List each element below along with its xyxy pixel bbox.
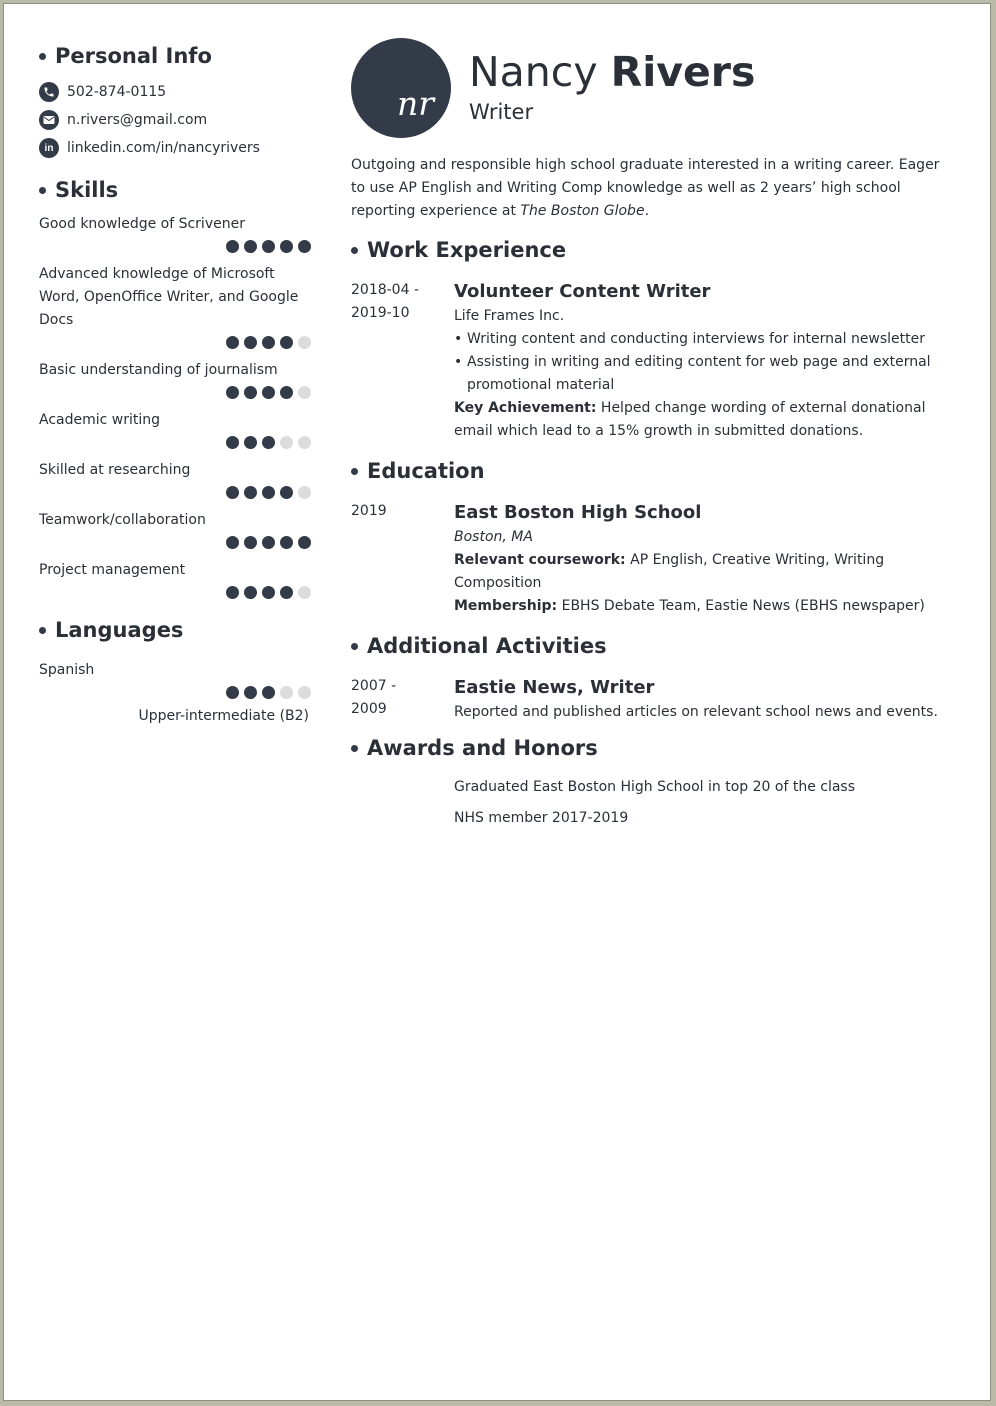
- level-dot-filled: [262, 386, 275, 399]
- coursework: [454, 549, 956, 595]
- level-dot-empty: [280, 686, 293, 699]
- level-dot-filled: [244, 536, 257, 549]
- level-dot-filled: [226, 486, 239, 499]
- activity-description: Reported and published articles on relevant school news and events.: [454, 704, 938, 720]
- skill-name: Good knowledge of Scrivener: [39, 216, 245, 232]
- contact-phone: [39, 78, 311, 106]
- level-dot-filled: [244, 486, 257, 499]
- activity-title: Eastie News, Writer: [454, 677, 655, 698]
- work-bullet: • Writing content and conducting interviews for internal newsletter: [454, 328, 956, 351]
- languages-heading: Languages: [39, 616, 311, 644]
- level-dot-filled: [244, 386, 257, 399]
- level-dot-filled: [262, 240, 275, 253]
- level-dot-filled: [280, 336, 293, 349]
- skill-level-dots: [39, 386, 311, 400]
- level-dot-empty: [298, 436, 311, 449]
- work-bullets: [454, 328, 956, 397]
- level-dot-filled: [244, 336, 257, 349]
- activity-body: [454, 675, 956, 724]
- level-dot-filled: [226, 386, 239, 399]
- contact-email: [39, 106, 311, 134]
- full-name: [469, 46, 755, 98]
- skill-name: Skilled at researching: [39, 462, 191, 478]
- skill-item: [39, 359, 311, 400]
- membership-label: Membership:: [454, 598, 558, 614]
- level-dot-filled: [298, 536, 311, 549]
- work-heading: Work Experience: [351, 236, 956, 264]
- level-dot-empty: [298, 686, 311, 699]
- language-level-dots: [39, 686, 311, 700]
- activity-date-start: 2007 -: [351, 678, 397, 694]
- education-section: [351, 457, 956, 618]
- level-dot-filled: [262, 586, 275, 599]
- skills-list: [39, 213, 311, 600]
- name-block: [469, 46, 755, 124]
- skill-name: Basic understanding of journalism: [39, 362, 278, 378]
- email-icon: [39, 110, 59, 130]
- summary-text: Outgoing and responsible high school graduate interested in a writing career. Eager to use AP English and Writing Comp knowledge as well as 2 years’ high school reporting experience at: [351, 157, 940, 219]
- level-dot-filled: [280, 386, 293, 399]
- skill-item: [39, 509, 311, 550]
- school-location: Boston, MA: [454, 529, 533, 545]
- level-dot-filled: [244, 586, 257, 599]
- language-name: Spanish: [39, 662, 95, 678]
- linkedin-badge-text: in: [44, 142, 54, 154]
- work-body: [454, 279, 956, 443]
- skill-name: Advanced knowledge of Microsoft Word, OpenOffice Writer, and Google Docs: [39, 266, 299, 328]
- skill-level-dots: [39, 336, 311, 350]
- education-date: 2019: [351, 503, 387, 519]
- skill-level-dots: [39, 436, 311, 450]
- activities-heading: Additional Activities: [351, 632, 956, 660]
- work-company: Life Frames Inc.: [454, 308, 565, 324]
- award-item: Graduated East Boston High School in top 20 of the class: [454, 779, 856, 795]
- skill-item: [39, 409, 311, 450]
- skill-name: Teamwork/collaboration: [39, 512, 206, 528]
- phone-icon: [39, 82, 59, 102]
- level-dot-filled: [262, 536, 275, 549]
- level-dot-filled: [226, 240, 239, 253]
- work-achievement: [454, 397, 956, 443]
- achievement-text: Helped change wording of external donational email which lead to a 15% growth in submitted donations.: [454, 400, 926, 439]
- activity-date-end: 2009: [351, 701, 387, 717]
- level-dot-filled: [280, 586, 293, 599]
- skill-item: [39, 459, 311, 500]
- level-dot-filled: [280, 536, 293, 549]
- work-entry: [351, 279, 956, 443]
- coursework-text: AP English, Creative Writing, Writing Composition: [454, 552, 885, 591]
- coursework-label: Relevant coursework:: [454, 552, 626, 568]
- membership: [454, 595, 956, 618]
- job-title: Writer: [469, 100, 534, 124]
- skill-name: Academic writing: [39, 412, 161, 428]
- last-name: Rivers: [610, 48, 756, 96]
- level-dot-filled: [244, 436, 257, 449]
- skill-name: Project management: [39, 562, 186, 578]
- language-level-label: Upper-intermediate (B2): [138, 708, 309, 724]
- work-title: Volunteer Content Writer: [454, 281, 711, 302]
- activity-dates: [351, 675, 454, 724]
- language-item: [39, 659, 311, 724]
- level-dot-filled: [244, 240, 257, 253]
- activities-section: [351, 632, 956, 724]
- level-dot-filled: [280, 486, 293, 499]
- summary: [351, 154, 956, 223]
- summary-end: .: [644, 203, 650, 219]
- skill-item: [39, 263, 311, 350]
- skill-item: [39, 213, 311, 254]
- achievement-label: Key Achievement:: [454, 400, 597, 416]
- first-name: Nancy: [469, 48, 598, 96]
- summary-italic: The Boston Globe: [520, 203, 645, 219]
- sidebar: [39, 42, 311, 724]
- initials: nr: [397, 84, 435, 123]
- work-dates: [351, 279, 454, 443]
- level-dot-filled: [262, 436, 275, 449]
- level-dot-empty: [298, 386, 311, 399]
- education-body: [454, 500, 956, 618]
- level-dot-filled: [226, 336, 239, 349]
- linkedin-icon: [39, 138, 59, 158]
- skills-heading: Skills: [39, 176, 311, 204]
- main-content: [351, 38, 956, 830]
- level-dot-empty: [298, 486, 311, 499]
- skill-level-dots: [39, 240, 311, 254]
- work-bullet: • Assisting in writing and editing content for web page and external promotional material: [454, 351, 956, 397]
- school-name: East Boston High School: [454, 502, 702, 523]
- level-dot-filled: [262, 486, 275, 499]
- level-dot-filled: [298, 240, 311, 253]
- personal-info-heading: Personal Info: [39, 42, 311, 70]
- level-dot-filled: [226, 686, 239, 699]
- contact-list: [39, 78, 311, 162]
- resume-header: [351, 38, 956, 138]
- level-dot-filled: [262, 336, 275, 349]
- skill-item: [39, 559, 311, 600]
- level-dot-filled: [226, 436, 239, 449]
- linkedin-url[interactable]: linkedin.com/in/nancyrivers: [67, 140, 260, 156]
- membership-text: EBHS Debate Team, Eastie News (EBHS newspaper): [557, 598, 925, 614]
- work-date-end: 2019-10: [351, 305, 410, 321]
- award-item: NHS member 2017-2019: [454, 810, 629, 826]
- skill-level-dots: [39, 536, 311, 550]
- initials-avatar: [351, 38, 451, 138]
- work-date-start: 2018-04 -: [351, 282, 419, 298]
- skill-level-dots: [39, 586, 311, 600]
- level-dot-filled: [262, 686, 275, 699]
- email-address[interactable]: n.rivers@gmail.com: [67, 112, 208, 128]
- level-dot-filled: [244, 686, 257, 699]
- contact-linkedin: [39, 134, 311, 162]
- education-entry: [351, 500, 956, 618]
- level-dot-empty: [298, 336, 311, 349]
- education-heading: Education: [351, 457, 956, 485]
- resume-page: [3, 3, 991, 1401]
- level-dot-filled: [226, 536, 239, 549]
- level-dot-filled: [226, 586, 239, 599]
- level-dot-empty: [280, 436, 293, 449]
- level-dot-empty: [298, 586, 311, 599]
- phone-number[interactable]: 502-874-0115: [67, 84, 167, 100]
- level-dot-filled: [280, 240, 293, 253]
- skill-level-dots: [39, 486, 311, 500]
- awards-section: [351, 734, 956, 830]
- work-section: [351, 236, 956, 443]
- activity-entry: [351, 675, 956, 724]
- awards-heading: Awards and Honors: [351, 734, 956, 762]
